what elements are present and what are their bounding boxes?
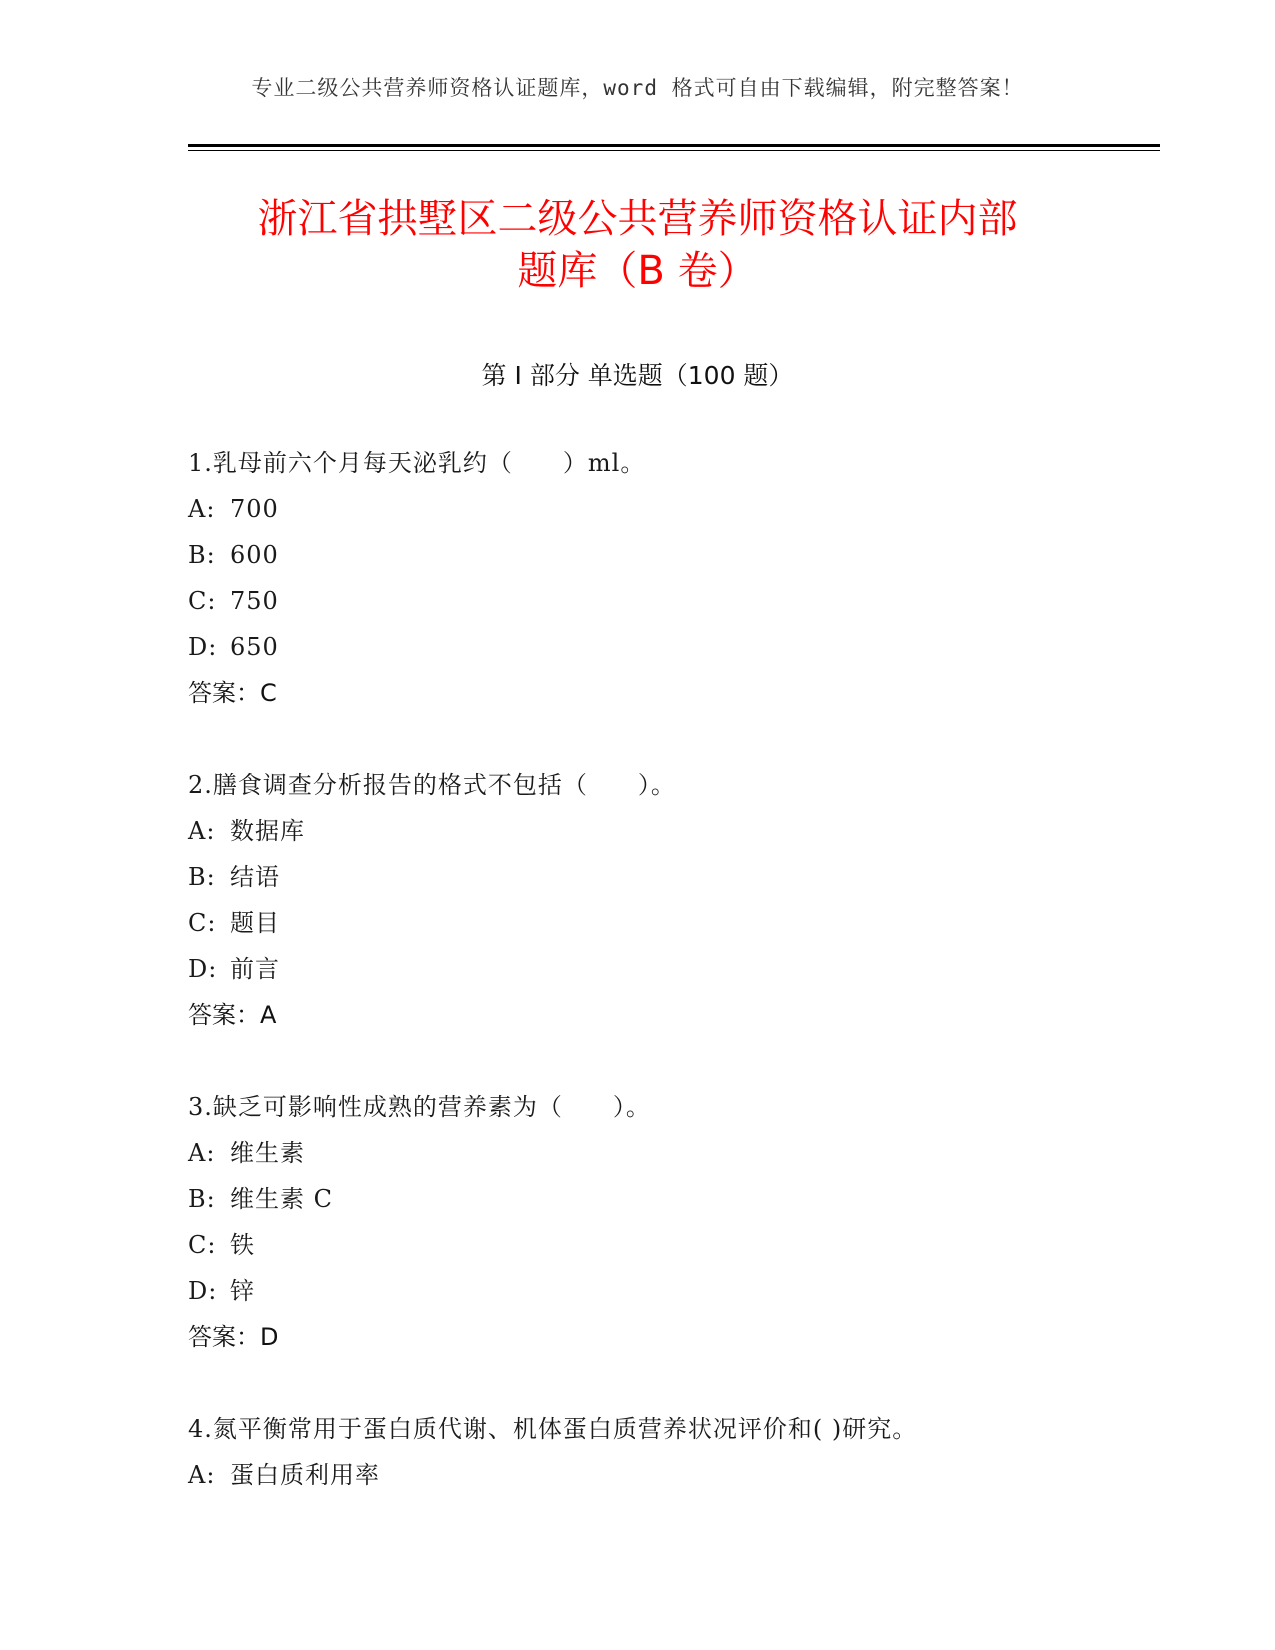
option-a — [188, 808, 1148, 854]
option-text: 题目 — [230, 909, 280, 937]
option-text: 前言 — [230, 955, 280, 983]
document-title-line2: 题库（B 卷） — [517, 248, 758, 294]
option-b — [188, 854, 1148, 900]
option-text: 铁 — [230, 1231, 255, 1259]
header-note: 专业二级公共营养师资格认证题库，word 格式可自由下载编辑，附完整答案！ — [251, 76, 1024, 100]
option-label: A: — [188, 495, 216, 523]
option-text: 维生素 — [230, 1139, 305, 1167]
option-label: C: — [188, 909, 217, 937]
option-c — [188, 578, 1148, 624]
option-d — [188, 1268, 1148, 1314]
option-label: A: — [188, 1461, 216, 1489]
option-label: D: — [188, 1277, 218, 1305]
option-c — [188, 1222, 1148, 1268]
option-label: B: — [188, 541, 216, 569]
option-text: 维生素 C — [230, 1185, 333, 1213]
document-title-line1: 浙江省拱墅区二级公共营养师资格认证内部 — [257, 196, 1018, 242]
header-rule-thin — [188, 150, 1160, 151]
answer: 答案：C — [188, 679, 277, 707]
question-list — [188, 440, 1148, 1498]
option-a — [188, 1452, 1148, 1498]
option-b — [188, 1176, 1148, 1222]
question-3 — [188, 1084, 1148, 1360]
option-label: B: — [188, 863, 216, 891]
document-title — [150, 193, 1125, 297]
option-label: B: — [188, 1185, 216, 1213]
option-label: A: — [188, 817, 216, 845]
option-text: 蛋白质利用率 — [230, 1461, 380, 1489]
option-label: A: — [188, 1139, 216, 1167]
question-1 — [188, 440, 1148, 716]
option-label: C: — [188, 587, 217, 615]
option-text: 锌 — [230, 1277, 255, 1305]
option-label: D: — [188, 955, 218, 983]
option-b — [188, 532, 1148, 578]
option-label: D: — [188, 633, 218, 661]
question-stem: 4.氮平衡常用于蛋白质代谢、机体蛋白质营养状况评价和( )研究。 — [188, 1415, 918, 1443]
section-title: 第 I 部分 单选题（100 题） — [481, 361, 794, 390]
answer: 答案：A — [188, 1001, 277, 1029]
option-c — [188, 900, 1148, 946]
option-a — [188, 486, 1148, 532]
option-d — [188, 946, 1148, 992]
option-label: C: — [188, 1231, 217, 1259]
option-text: 650 — [230, 633, 279, 661]
question-stem: 2.膳食调查分析报告的格式不包括（ ）。 — [188, 771, 676, 799]
option-text: 结语 — [230, 863, 280, 891]
answer: 答案：D — [188, 1323, 279, 1351]
option-d — [188, 624, 1148, 670]
question-stem: 1.乳母前六个月每天泌乳约（ ）ml。 — [188, 449, 646, 477]
option-text: 600 — [230, 541, 279, 569]
option-text: 700 — [230, 495, 279, 523]
question-stem: 3.缺乏可影响性成熟的营养素为（ ）。 — [188, 1093, 651, 1121]
header-rule-thick — [188, 144, 1160, 147]
option-text: 750 — [230, 587, 279, 615]
question-2 — [188, 762, 1148, 1038]
question-4 — [188, 1406, 1148, 1498]
option-a — [188, 1130, 1148, 1176]
option-text: 数据库 — [230, 817, 305, 845]
